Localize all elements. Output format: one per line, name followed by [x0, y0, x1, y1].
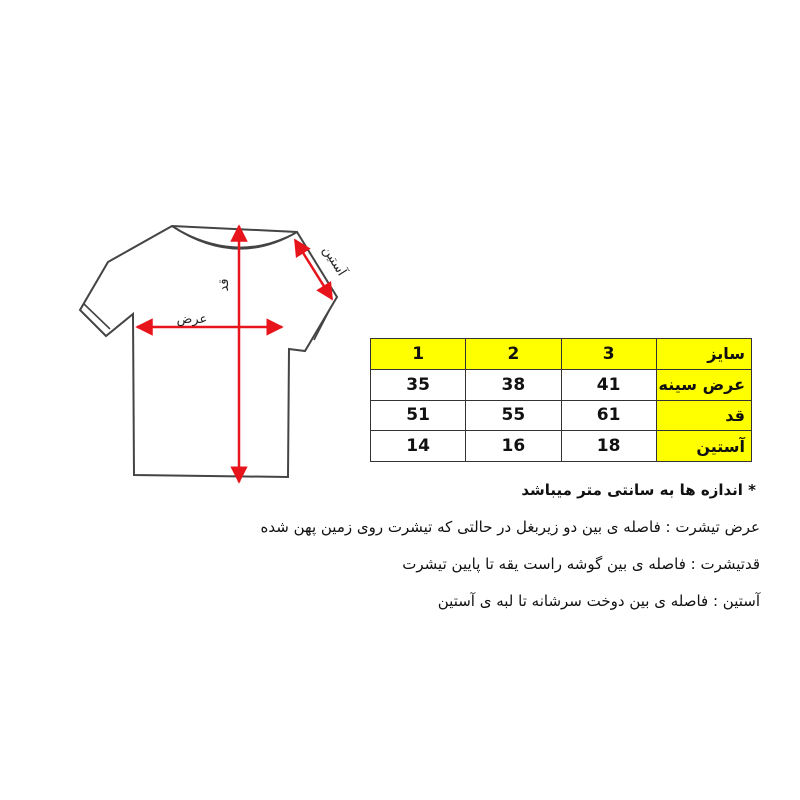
table-cell: 51 — [371, 400, 466, 431]
table-cell: 35 — [371, 369, 466, 400]
size-cell: 1 — [371, 339, 466, 370]
width-label: عرض — [176, 312, 208, 327]
table-cell: 61 — [561, 400, 656, 431]
table-cell: 38 — [466, 369, 561, 400]
sleeve-note: آستین : فاصله ی بین دوخت سرشانه تا لبه ی آستین — [437, 592, 760, 610]
unit-note: * اندازه ها به سانتی متر میباشد — [521, 481, 756, 499]
width-note: عرض تیشرت : فاصله ی بین دو زیربغل در حالتی که تیشرت روی زمین پهن شده — [260, 518, 760, 536]
sleeve-label: آستین — [319, 243, 349, 279]
length-note: قدتیشرت : فاصله ی بین گوشه راست یقه تا پایین تیشرت — [402, 555, 760, 573]
table-cell: 41 — [561, 369, 656, 400]
notes — [260, 480, 760, 628]
table-header-row — [371, 339, 752, 370]
table-row — [371, 400, 752, 431]
table-cell: 18 — [561, 431, 656, 462]
row-label-chest-width: عرض سینه — [656, 369, 751, 400]
table-row — [371, 431, 752, 462]
size-header-label: سایز — [656, 339, 751, 370]
length-label: قد — [217, 278, 232, 292]
size-cell: 2 — [466, 339, 561, 370]
table-cell: 14 — [371, 431, 466, 462]
table-cell: 55 — [466, 400, 561, 431]
table-cell: 16 — [466, 431, 561, 462]
row-label-sleeve: آستین — [656, 431, 751, 462]
row-label-length: قد — [656, 400, 751, 431]
size-table — [370, 338, 752, 462]
tshirt-outline — [80, 226, 337, 477]
size-cell: 3 — [561, 339, 656, 370]
table-row — [371, 369, 752, 400]
